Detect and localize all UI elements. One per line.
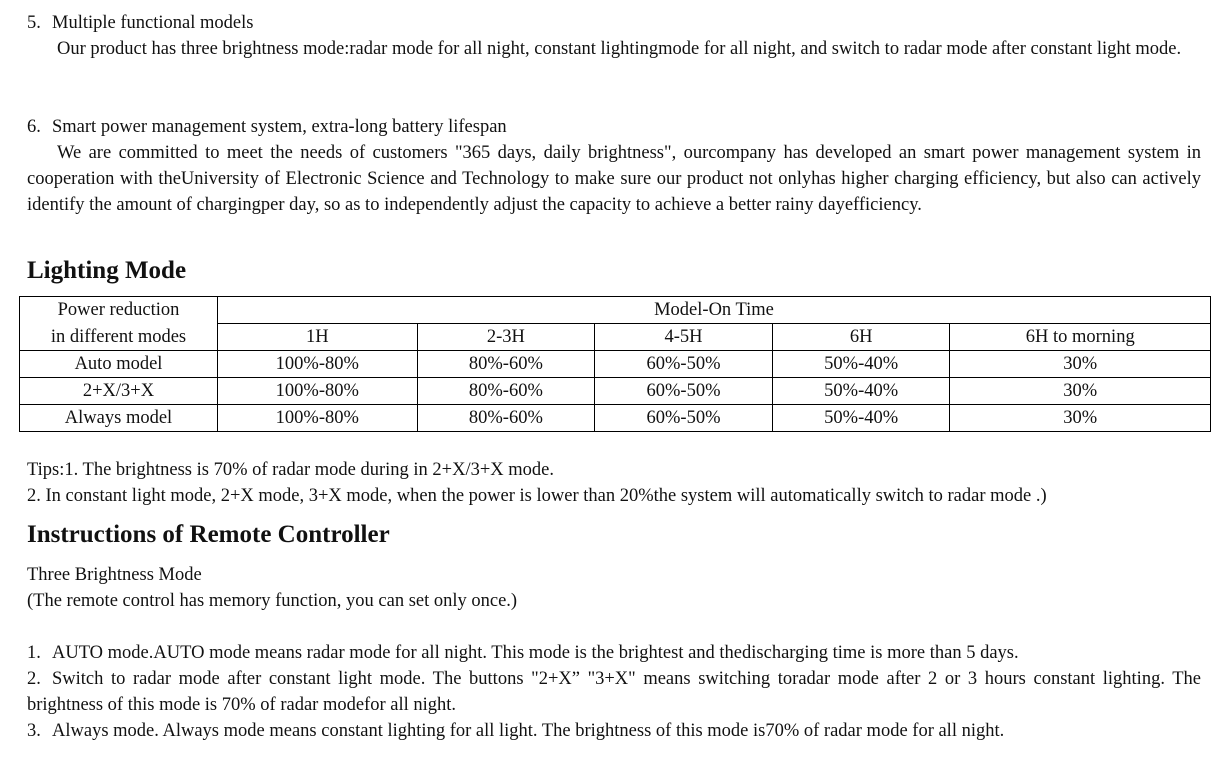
table-row — [20, 378, 1211, 405]
list-item — [27, 666, 1201, 718]
lighting-mode-title: Lighting Mode — [27, 257, 187, 284]
column-header: 1H — [218, 324, 418, 351]
table-header-row — [20, 297, 1211, 324]
lighting-mode-table — [19, 296, 1211, 432]
column-header: 4-5H — [595, 324, 773, 351]
list-item-text: AUTO mode.AUTO mode means radar mode for all night. This mode is the brightest and thedischarging time is more than 5 days. — [52, 643, 1019, 663]
tip-2: 2. In constant light mode, 2+X mode, 3+X mode, when the power is lower than 20%the system will automatically switch to radar mode .) — [27, 486, 1047, 506]
table-cell: 100%-80% — [218, 378, 418, 405]
list-item-text: Always mode. Always mode means constant lighting for all light. The brightness of this mode is70% of radar mode for all night. — [52, 721, 1005, 741]
table-cell: 60%-50% — [595, 378, 773, 405]
corner-header-line2: in different modes — [20, 324, 218, 351]
list-item-text: Switch to radar mode after constant light mode. The buttons "2+X” "3+X" means switching toradar mode after 2 or 3 hours constant lighting. The brightness of this mode is 70% of radar modefor all night. — [27, 669, 1201, 715]
section-6-title: Smart power management system, extra-long battery lifespan — [52, 117, 507, 137]
table-cell: 30% — [950, 378, 1211, 405]
column-header: 6H — [772, 324, 950, 351]
table-subheader-row — [20, 324, 1211, 351]
table-cell: 80%-60% — [417, 351, 595, 378]
table-cell: 80%-60% — [417, 378, 595, 405]
table-cell: 50%-40% — [772, 378, 950, 405]
list-item — [27, 640, 1201, 666]
list-item-number: 2. — [27, 669, 41, 689]
section-6 — [27, 114, 1201, 218]
section-6-heading — [27, 114, 1201, 140]
section-6-body: We are committed to meet the needs of customers "365 days, daily brightness", ourcompany has developed an smart power management system in cooperation with theUniversity of Electronic Science and Technology to make sure our product not onlyhas higher charging efficiency, but also can actively identify the amount of chargingper day, so as to independently adjust the capacity to achieve a better rainy dayefficiency. — [27, 143, 1201, 215]
section-5-title: Multiple functional models — [52, 13, 254, 33]
table-row — [20, 405, 1211, 432]
row-label: 2+X/3+X — [20, 378, 218, 405]
remote-intro — [27, 562, 1201, 614]
remote-subtitle: Three Brightness Mode — [27, 565, 202, 585]
group-header: Model-On Time — [218, 297, 1211, 324]
section-6-number: 6. — [27, 117, 41, 137]
section-5-number: 5. — [27, 13, 41, 33]
table-cell: 50%-40% — [772, 351, 950, 378]
row-label: Auto model — [20, 351, 218, 378]
remote-memory-note: (The remote control has memory function, you can set only once.) — [27, 591, 518, 611]
row-label: Always model — [20, 405, 218, 432]
tip-1: Tips:1. The brightness is 70% of radar mode during in 2+X/3+X mode. — [27, 460, 555, 480]
table-row — [20, 351, 1211, 378]
table-cell: 100%-80% — [218, 405, 418, 432]
remote-list — [27, 640, 1201, 744]
list-item — [27, 718, 1201, 744]
table-cell: 30% — [950, 351, 1211, 378]
tips — [27, 457, 1217, 509]
table-cell: 60%-50% — [595, 405, 773, 432]
lighting-mode-section — [27, 256, 1201, 286]
list-item-number: 3. — [27, 721, 41, 741]
section-5-heading — [27, 10, 1201, 36]
remote-section — [27, 520, 1201, 550]
list-item-number: 1. — [27, 643, 41, 663]
column-header: 2-3H — [417, 324, 595, 351]
table-cell: 50%-40% — [772, 405, 950, 432]
column-header: 6H to morning — [950, 324, 1211, 351]
remote-title: Instructions of Remote Controller — [27, 521, 390, 548]
section-5-body: Our product has three brightness mode:radar mode for all night, constant lightingmode for all night, and switch to radar mode after constant light mode. — [57, 39, 1182, 59]
table-cell: 100%-80% — [218, 351, 418, 378]
table-cell: 30% — [950, 405, 1211, 432]
table-cell: 80%-60% — [417, 405, 595, 432]
corner-header-line1: Power reduction — [20, 297, 218, 324]
table-cell: 60%-50% — [595, 351, 773, 378]
section-5 — [27, 10, 1201, 62]
